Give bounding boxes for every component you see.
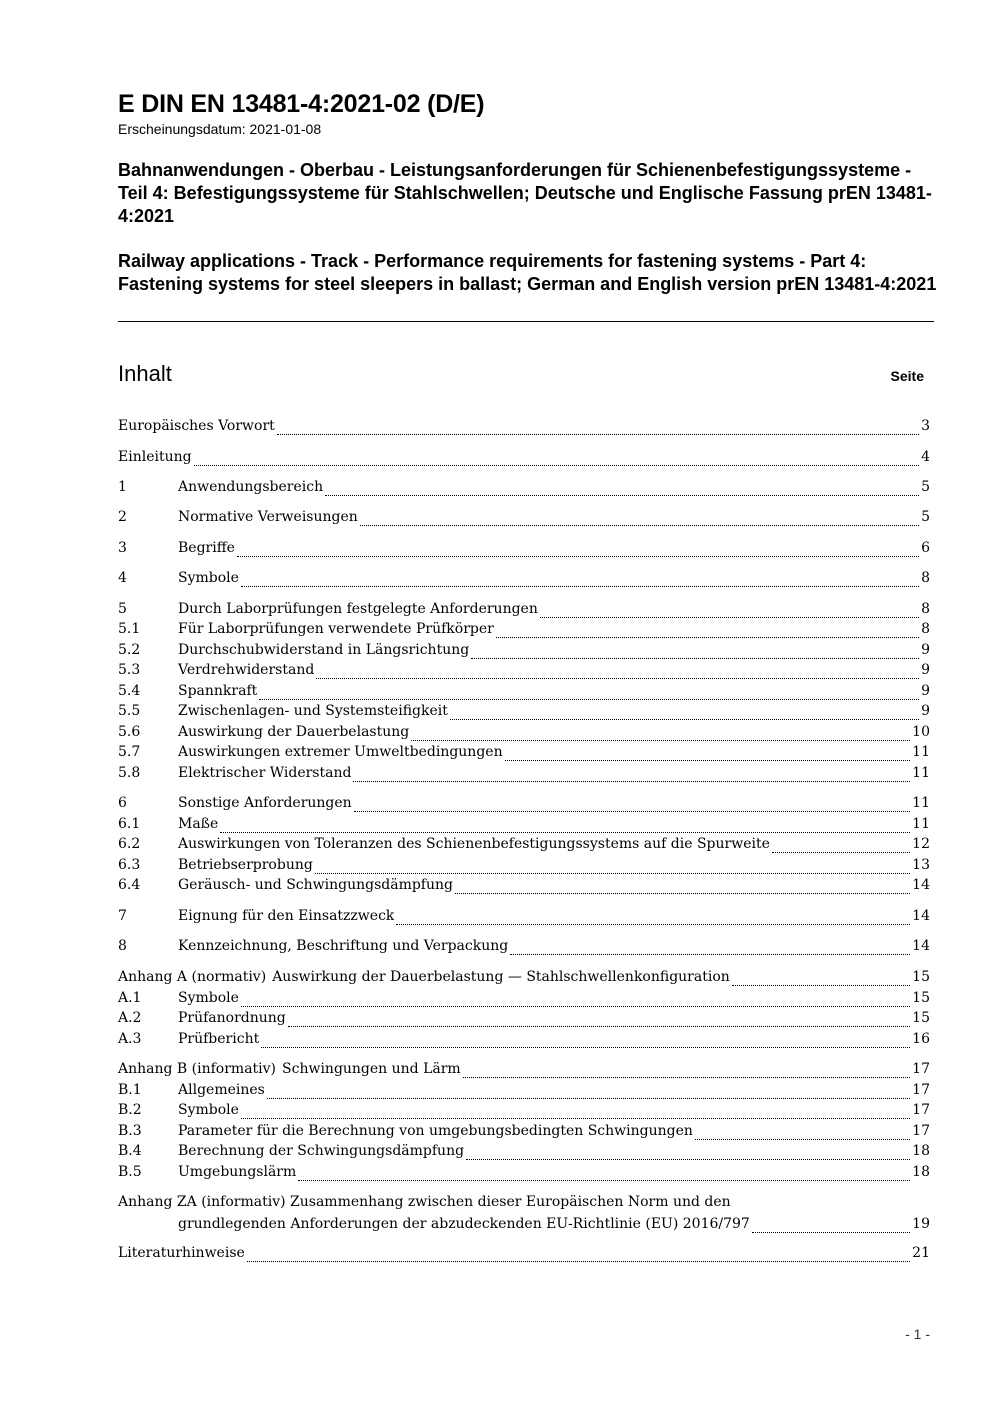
toc-leader-dots (241, 993, 910, 1007)
toc-entry-annex-za[interactable] (118, 1194, 930, 1236)
toc-entry-page: 11 (912, 765, 930, 781)
toc-entry-title: Auswirkungen extremer Umweltbedingungen (178, 744, 503, 760)
toc-entry-number: 1 (118, 479, 127, 495)
toc-entry-number: 4 (118, 570, 127, 586)
toc-entry-page: 11 (912, 744, 930, 760)
toc-leader-dots (241, 1105, 910, 1119)
toc-entry-page: 5 (921, 479, 930, 495)
toc-leader-dots (695, 1126, 910, 1140)
toc-entry-page: 9 (921, 662, 930, 678)
toc-entry-annex-za-line2 (118, 1216, 930, 1236)
toc-entry-title: Prüfanordnung (178, 1010, 286, 1026)
toc-entry-number: Anhang ZA (informativ) (118, 1194, 286, 1210)
toc-entry[interactable] (118, 642, 930, 662)
toc-entry-number: B.1 (118, 1082, 142, 1098)
toc-entry-number: 5.4 (118, 683, 141, 699)
toc-entry-title: Anwendungsbereich (178, 479, 324, 495)
toc-entry-number: B.5 (118, 1164, 142, 1180)
toc-entry-title: Berechnung der Schwingungsdämpfung (178, 1143, 465, 1159)
toc-entry[interactable] (118, 621, 930, 641)
toc-entry-number: 2 (118, 509, 127, 525)
page-number: - 1 - (905, 1326, 930, 1342)
toc-entry-title-continued: grundlegenden Anforderungen der abzudeckenden EU-Richtlinie (EU) 2016/797 (178, 1216, 750, 1232)
toc-entry[interactable] (118, 857, 930, 877)
publication-date: Erscheinungsdatum: 2021-01-08 (118, 121, 322, 137)
toc-entry-number: B.3 (118, 1123, 142, 1139)
toc-leader-dots (772, 839, 910, 853)
toc-entry-number: 5.8 (118, 765, 141, 781)
toc-entry[interactable] (118, 990, 930, 1010)
toc-entry-number: 5.3 (118, 662, 141, 678)
toc-entry-page: 19 (912, 1216, 930, 1232)
toc-entry-number: B.2 (118, 1102, 142, 1118)
toc-entry-title: Zwischenlagen- und Systemsteifigkeit (178, 703, 448, 719)
toc-entry-title: Schwingungen und Lärm (282, 1061, 461, 1077)
toc-entry-title: Auswirkungen von Toleranzen des Schienenbefestigungssystems auf die Spurweite (178, 836, 770, 852)
toc-entry[interactable] (118, 877, 930, 897)
toc-entry[interactable] (118, 765, 930, 785)
toc-entry-number: 6.2 (118, 836, 141, 852)
toc-entry[interactable] (118, 449, 930, 469)
toc-leader-dots (247, 1248, 910, 1262)
toc-entry-page: 10 (912, 724, 930, 740)
toc-leader-dots (466, 1146, 910, 1160)
toc-leader-dots (471, 645, 919, 659)
toc-entry-title: Auswirkung der Dauerbelastung — Stahlschwellenkonfiguration (272, 969, 730, 985)
toc-entry-title: Durchschubwiderstand in Längsrichtung (178, 642, 470, 658)
toc-leader-dots (732, 972, 910, 986)
toc-entry[interactable] (118, 479, 930, 499)
toc-entry[interactable] (118, 509, 930, 529)
toc-entry[interactable] (118, 1123, 930, 1143)
toc-entry-title: Für Laborprüfungen verwendete Prüfkörper (178, 621, 494, 637)
toc-entry-page: 16 (912, 1031, 930, 1047)
toc-leader-dots (220, 819, 910, 833)
toc-entry-number: Anhang A (normativ) (118, 969, 267, 985)
toc-entry-page: 3 (921, 418, 930, 434)
toc-entry-page: 17 (912, 1061, 930, 1077)
toc-leader-dots (354, 798, 910, 812)
toc-entry-annex-a[interactable] (118, 969, 930, 989)
toc-entry-title: Parameter für die Berechnung von umgebungsbedingten Schwingungen (178, 1123, 693, 1139)
toc-entry-page: 6 (921, 540, 930, 556)
toc-entry-annex-za-line1 (118, 1194, 930, 1216)
toc-entry[interactable] (118, 601, 930, 621)
toc-entry-page: 17 (912, 1102, 930, 1118)
toc-entry-title: Kennzeichnung, Beschriftung und Verpackung (178, 938, 509, 954)
toc-leader-dots (353, 768, 910, 782)
toc-entry[interactable] (118, 908, 930, 928)
toc-entry-title: Begriffe (178, 540, 235, 556)
toc-entry-page: 8 (921, 621, 930, 637)
toc-entry[interactable] (118, 540, 930, 560)
toc-leader-dots (752, 1219, 910, 1233)
toc-entry[interactable] (118, 816, 930, 836)
toc-entry-number: 5.1 (118, 621, 141, 637)
toc-entry[interactable] (118, 795, 930, 815)
toc-entry-title: Geräusch- und Schwingungsdämpfung (178, 877, 453, 893)
toc-entry[interactable] (118, 1082, 930, 1102)
toc-leader-dots (237, 543, 919, 557)
toc-leader-dots (455, 880, 910, 894)
toc-page-column-heading: Seite (890, 368, 924, 384)
toc-entry-title: Symbole (178, 570, 239, 586)
toc-entry[interactable] (118, 744, 930, 764)
toc-entry-title: Literaturhinweise (118, 1245, 245, 1261)
toc-leader-dots (396, 911, 910, 925)
toc-leader-dots (540, 604, 919, 618)
toc-entry-title: Symbole (178, 1102, 239, 1118)
toc-heading: Inhalt (118, 361, 172, 386)
toc-entry-number: 5.6 (118, 724, 141, 740)
toc-entry-title: Eignung für den Einsatzzweck (178, 908, 395, 924)
toc-entry-title: Europäisches Vorwort (118, 418, 275, 434)
toc-entry-number: 6.1 (118, 816, 141, 832)
toc-entry-number: 6 (118, 795, 127, 811)
toc-entry-title: Zusammenhang zwischen dieser Europäischen Norm und den (290, 1194, 731, 1210)
toc-entry-number: 8 (118, 938, 127, 954)
toc-entry[interactable] (118, 1010, 930, 1030)
toc-entry[interactable] (118, 1031, 930, 1051)
toc-entry-number: 5 (118, 601, 127, 617)
toc-leader-dots (298, 1167, 910, 1181)
toc-entry[interactable] (118, 1143, 930, 1163)
toc-entry-annex-b[interactable] (118, 1061, 930, 1081)
toc-entry-title: Allgemeines (178, 1082, 265, 1098)
toc-entry-title: Prüfbericht (178, 1031, 260, 1047)
toc-entry[interactable] (118, 724, 930, 744)
toc-leader-dots (315, 860, 910, 874)
toc-leader-dots (194, 452, 920, 466)
toc-entry-page: 9 (921, 642, 930, 658)
toc-leader-dots (325, 482, 919, 496)
toc-entry-number: 5.5 (118, 703, 141, 719)
toc-entry-page: 14 (912, 938, 930, 954)
toc-entry-number: A.1 (118, 990, 142, 1006)
toc-entry[interactable] (118, 938, 930, 958)
toc-entry-page: 11 (912, 816, 930, 832)
toc-leader-dots (505, 747, 911, 761)
toc-entry-page: 9 (921, 703, 930, 719)
toc-entry-title: Normative Verweisungen (178, 509, 358, 525)
toc-entry-number: A.2 (118, 1010, 142, 1026)
toc-entry-number: 7 (118, 908, 127, 924)
toc-entry[interactable] (118, 1102, 930, 1122)
toc-entry-page: 8 (921, 601, 930, 617)
toc-entry[interactable] (118, 683, 930, 703)
toc-entry-page: 17 (912, 1082, 930, 1098)
toc-entry-page: 15 (912, 969, 930, 985)
toc-entry[interactable] (118, 703, 930, 723)
toc-entry[interactable] (118, 570, 930, 590)
toc-entry-page: 8 (921, 570, 930, 586)
toc-leader-dots (261, 1034, 910, 1048)
toc-entry-title: Verdrehwiderstand (178, 662, 315, 678)
toc-entry-title: Betriebserprobung (178, 857, 313, 873)
toc-entry[interactable] (118, 1164, 930, 1184)
title-german: Bahnanwendungen - Oberbau - Leistungsanforderungen für Schienenbefestigungssysteme - Teil 4: Befestigungssysteme für Stahlschwellen; Deutsche und Englische Fassung prEN 13481-4:2021 (118, 160, 932, 226)
toc-entry-title: Auswirkung der Dauerbelastung (178, 724, 410, 740)
toc-entry-page: 18 (912, 1143, 930, 1159)
toc-entry-page: 14 (912, 877, 930, 893)
toc-entry-page: 12 (912, 836, 930, 852)
toc-entry-number: B.4 (118, 1143, 142, 1159)
toc-entry-page: 5 (921, 509, 930, 525)
toc-entry[interactable] (118, 418, 930, 438)
toc-leader-dots (450, 706, 919, 720)
toc-leader-dots (267, 1085, 910, 1099)
toc-leader-dots (496, 624, 919, 638)
toc-entry-title: Durch Laborprüfungen festgelegte Anforderungen (178, 601, 538, 617)
toc-entry-page: 15 (912, 990, 930, 1006)
toc-leader-dots (259, 686, 919, 700)
toc-entry-title: Einleitung (118, 449, 192, 465)
toc-entry-title: Sonstige Anforderungen (178, 795, 352, 811)
toc-entry-page: 15 (912, 1010, 930, 1026)
document-id: E DIN EN 13481-4:2021-02 (D/E) (118, 90, 485, 118)
toc-entry-number: 3 (118, 540, 127, 556)
title-divider (118, 321, 934, 322)
toc-entry-title: Maße (178, 816, 219, 832)
toc-entry-page: 18 (912, 1164, 930, 1180)
toc-leader-dots (288, 1013, 910, 1027)
toc-leader-dots (360, 512, 919, 526)
toc-entry-page: 9 (921, 683, 930, 699)
toc-entry[interactable] (118, 836, 930, 856)
toc-entry-number: 5.2 (118, 642, 141, 658)
title-english: Railway applications - Track - Performance requirements for fastening systems - Part 4: Fastening systems for steel sleepers in ballast; German and English version prEN 13481-4:2021 (118, 251, 937, 294)
toc-entry[interactable] (118, 662, 930, 682)
toc-entry-number: 5.7 (118, 744, 141, 760)
toc-leader-dots (277, 421, 919, 435)
toc-entry-title: Spannkraft (178, 683, 258, 699)
toc-entry-title: Umgebungslärm (178, 1164, 297, 1180)
toc-entry-page: 13 (912, 857, 930, 873)
toc-leader-dots (463, 1064, 910, 1078)
toc-leader-dots (241, 573, 919, 587)
toc-entry-title: Symbole (178, 990, 239, 1006)
toc-entry-page: 17 (912, 1123, 930, 1139)
toc-entry-number: 6.3 (118, 857, 141, 873)
toc-entry-number: 6.4 (118, 877, 141, 893)
toc-entry[interactable] (118, 1245, 930, 1265)
toc-entry-number: Anhang B (informativ) (118, 1061, 277, 1077)
toc-entry-title: Elektrischer Widerstand (178, 765, 352, 781)
toc-leader-dots (510, 941, 910, 955)
toc-leader-dots (316, 665, 919, 679)
toc-entry-number: A.3 (118, 1031, 142, 1047)
toc-leader-dots (411, 727, 910, 741)
toc-entry-page: 4 (921, 449, 930, 465)
toc-entry-page: 14 (912, 908, 930, 924)
toc-entry-page: 21 (912, 1245, 930, 1261)
toc-entry-page: 11 (912, 795, 930, 811)
